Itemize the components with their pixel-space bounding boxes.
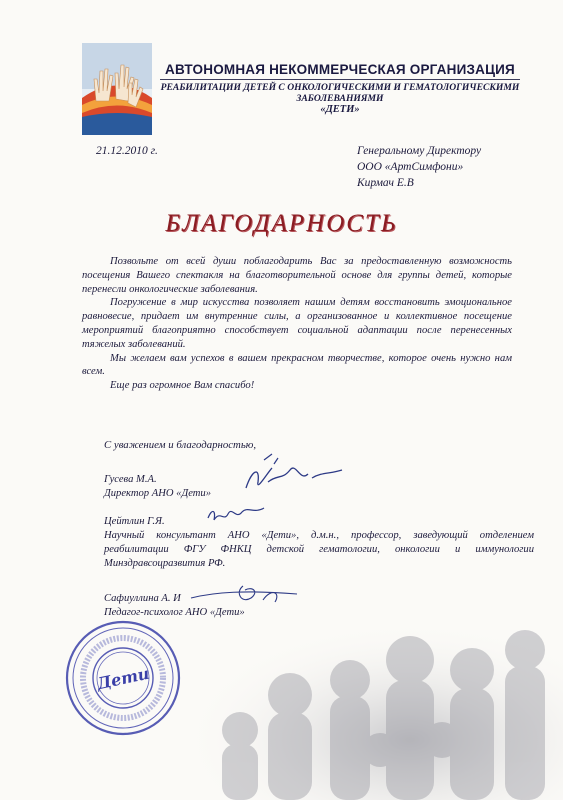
signatory-name: Гусева М.А. [104,474,157,485]
signatory-role: Директор АНО «Дети» [104,488,212,499]
signatory-role: Научный консультант АНО «Дети», д.м.н., профессор, заведующий отделением реабилитации ФГУ ФНКЦ детской гематологии, онкологии и иммунологии Минздравсоцразвития РФ. [104,530,534,569]
signatory-block-consultant [104,515,534,571]
organization-name: «ДЕТИ» [320,104,360,115]
letter-body [82,255,512,393]
signatory-role: Педагог-психолог АНО «Дети» [104,607,245,618]
body-paragraph: Погружение в мир искусства позволяет нашим детям восстановить эмоциональное равновесие, придает им внутренние силы, а организованное и коллективное посещение мероприятий благоприятно способствует социальной адаптации после перенесенных тяжелых заболеваний. [82,297,512,350]
organization-title: АВТОНОМНАЯ НЕКОММЕРЧЕСКАЯ ОРГАНИЗАЦИЯ [165,62,515,77]
header-divider [160,79,520,80]
stamp-center-text: Дети [95,663,151,694]
body-paragraph: Еще раз огромное Вам спасибо! [110,380,255,392]
psychologist-signature [185,580,305,610]
body-paragraph: Позвольте от всей души поблагодарить Вас за предоставленную возможность посещения Вашего спектакля на благотворительной основе для группы детей, которые перенесли онкологические заболевания. [82,256,512,295]
organization-logo [82,43,152,135]
signatory-name: Цейтлин Г.Я. [104,516,165,527]
body-paragraph: Мы желаем вам успехов в вашем прекрасном творчестве, которое очень нужно нам всем. [82,352,512,378]
stamp-seal-icon [63,618,183,738]
addressee-person: Кирмач Е.В [357,177,414,189]
children-photo-montage [180,600,563,800]
organization-subtitle-line2: ЗАБОЛЕВАНИЯМИ [296,93,384,104]
addressee-title: Генеральному Директору [357,145,482,157]
organization-subtitle-line1: РЕАБИЛИТАЦИИ ДЕТЕЙ С ОНКОЛОГИЧЕСКИМИ И ГЕМАТОЛОГИЧЕСКИМИ [160,82,520,93]
director-signature [238,452,348,502]
closing-line: С уважением и благодарностью, [104,439,257,451]
signatory-block-director [104,473,211,501]
letter-date: 21.12.2010 г. [96,145,158,157]
organization-header [160,62,520,115]
signatory-name: Сафиуллина А. И [104,593,181,604]
addressee-company: ООО «АртСимфони» [357,161,464,173]
consultant-signature [202,500,272,530]
addressee-block [357,143,481,191]
organization-stamp [63,618,183,738]
letter-heading: БЛАГОДАРНОСТЬ [165,210,398,237]
